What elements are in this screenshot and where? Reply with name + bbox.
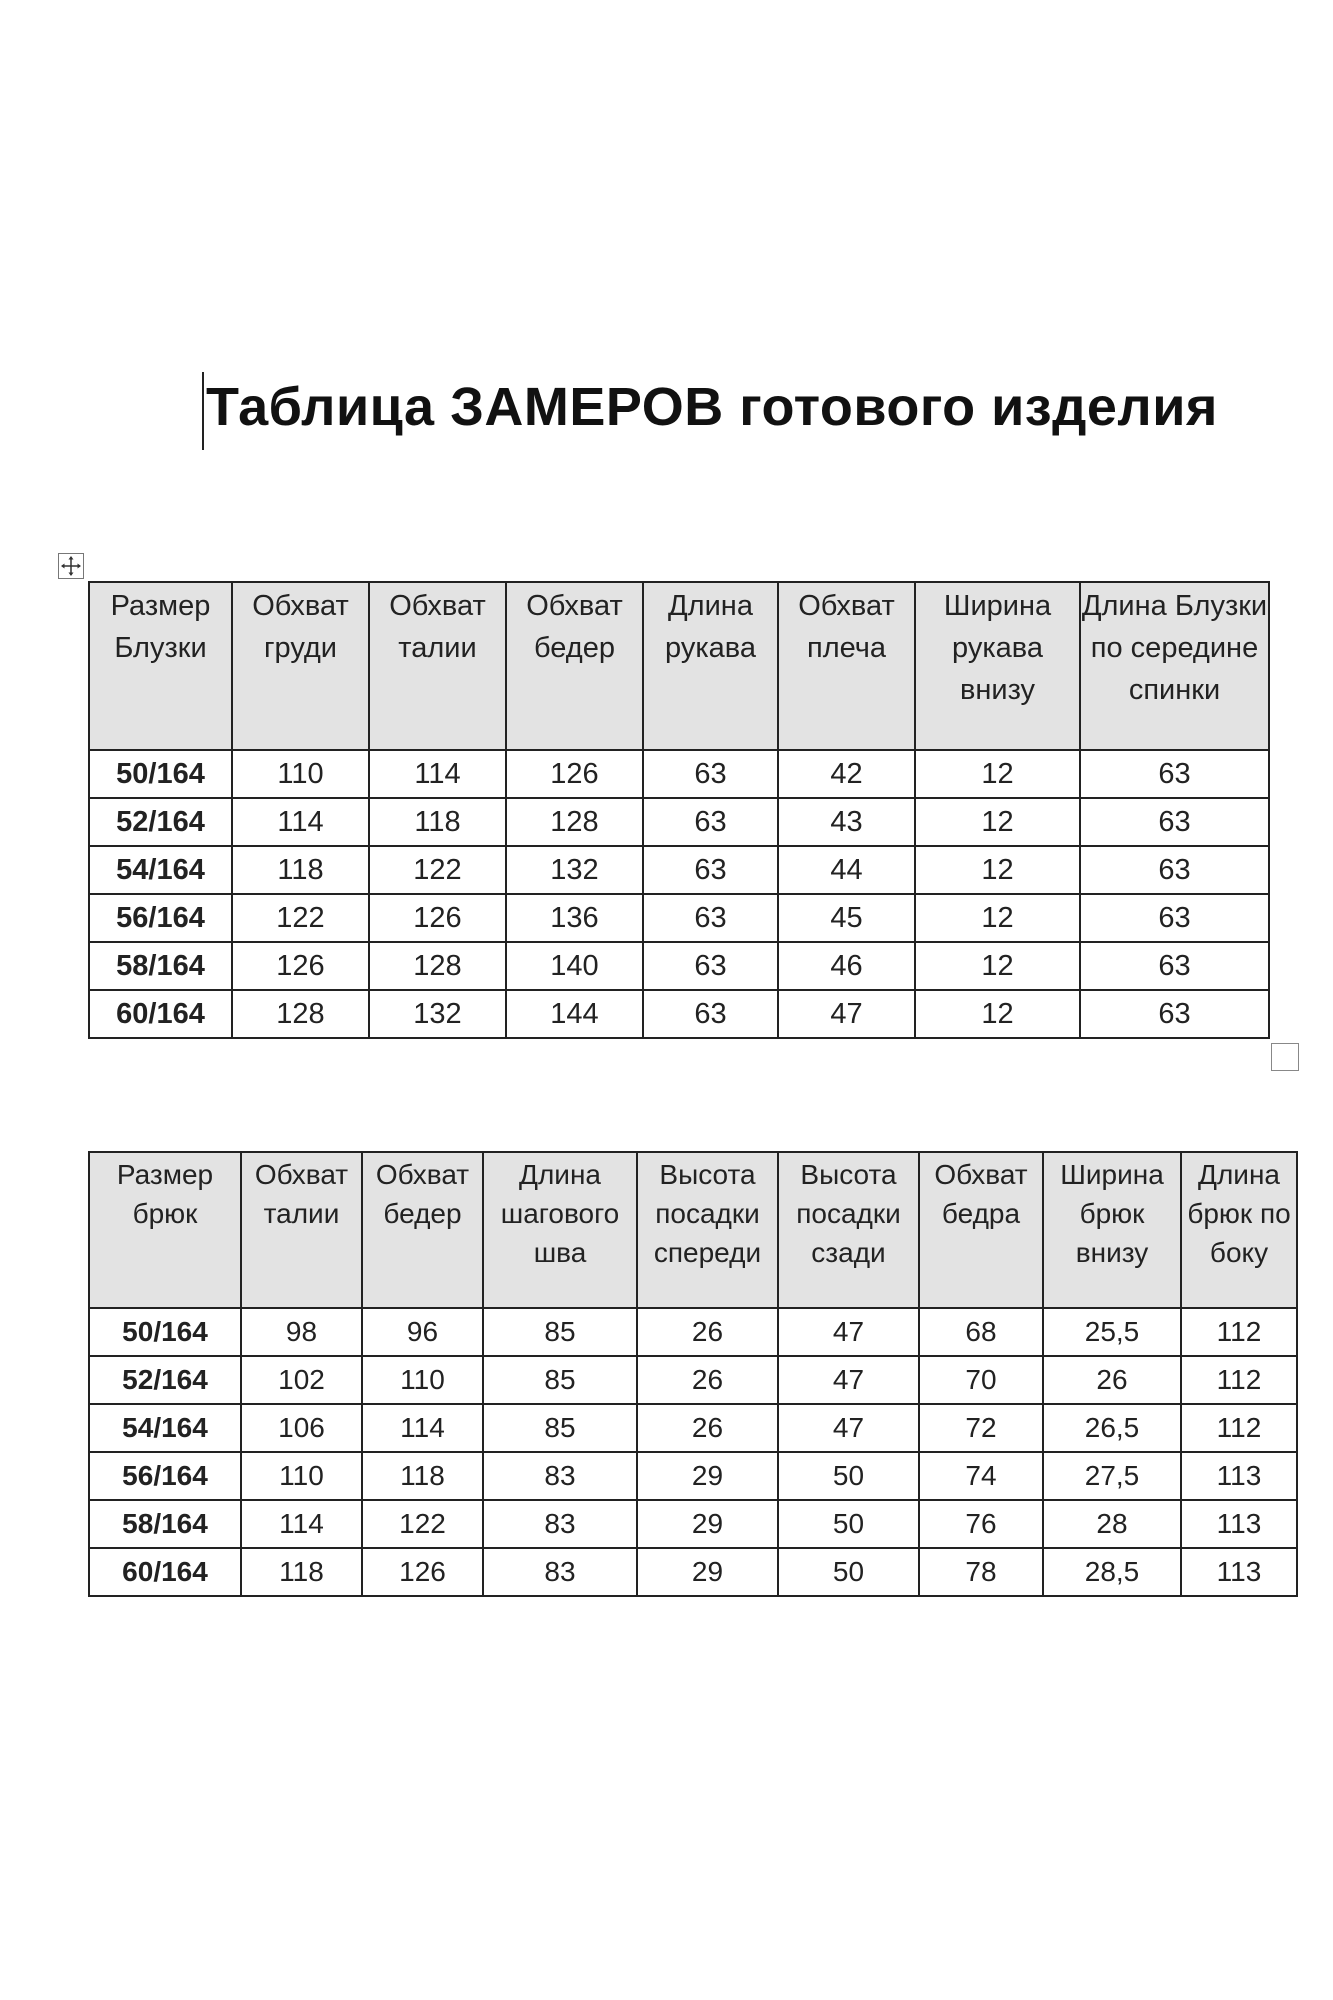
value-cell: 126 <box>362 1548 483 1596</box>
value-cell: 126 <box>232 942 369 990</box>
value-cell: 63 <box>643 990 778 1038</box>
value-cell: 114 <box>369 750 506 798</box>
header-thigh: Обхват бедра <box>919 1152 1043 1308</box>
value-cell: 85 <box>483 1308 637 1356</box>
size-cell: 58/164 <box>89 942 232 990</box>
table-row <box>89 798 1269 846</box>
table-move-icon[interactable] <box>58 553 84 579</box>
value-cell: 102 <box>241 1356 362 1404</box>
size-cell: 56/164 <box>89 894 232 942</box>
value-cell: 106 <box>241 1404 362 1452</box>
value-cell: 128 <box>506 798 643 846</box>
value-cell: 112 <box>1181 1404 1297 1452</box>
header-blouse-length: Длина Блузки по середине спинки <box>1080 582 1269 750</box>
header-shoulder: Обхват плеча <box>778 582 915 750</box>
header-chest: Обхват груди <box>232 582 369 750</box>
value-cell: 28 <box>1043 1500 1181 1548</box>
table-row <box>89 990 1269 1038</box>
value-cell: 42 <box>778 750 915 798</box>
value-cell: 43 <box>778 798 915 846</box>
value-cell: 118 <box>369 798 506 846</box>
value-cell: 27,5 <box>1043 1452 1181 1500</box>
size-cell: 52/164 <box>89 798 232 846</box>
value-cell: 26 <box>637 1308 778 1356</box>
value-cell: 76 <box>919 1500 1043 1548</box>
size-cell: 60/164 <box>89 990 232 1038</box>
value-cell: 128 <box>232 990 369 1038</box>
value-cell: 47 <box>778 990 915 1038</box>
size-cell: 60/164 <box>89 1548 241 1596</box>
size-cell: 56/164 <box>89 1452 241 1500</box>
value-cell: 110 <box>362 1356 483 1404</box>
header-hem-width: Ширина брюк внизу <box>1043 1152 1181 1308</box>
table-resize-icon[interactable] <box>1271 1043 1299 1071</box>
size-cell: 54/164 <box>89 846 232 894</box>
table-row <box>89 942 1269 990</box>
value-cell: 63 <box>643 846 778 894</box>
value-cell: 74 <box>919 1452 1043 1500</box>
value-cell: 85 <box>483 1404 637 1452</box>
value-cell: 114 <box>241 1500 362 1548</box>
value-cell: 63 <box>1080 798 1269 846</box>
table-row <box>89 846 1269 894</box>
header-side-length: Длина брюк по боку <box>1181 1152 1297 1308</box>
value-cell: 113 <box>1181 1500 1297 1548</box>
value-cell: 47 <box>778 1404 919 1452</box>
header-sleeve-length: Длина рукава <box>643 582 778 750</box>
value-cell: 128 <box>369 942 506 990</box>
value-cell: 29 <box>637 1548 778 1596</box>
header-size: Размер Блузки <box>89 582 232 750</box>
value-cell: 83 <box>483 1452 637 1500</box>
value-cell: 63 <box>1080 894 1269 942</box>
value-cell: 47 <box>778 1308 919 1356</box>
value-cell: 83 <box>483 1548 637 1596</box>
value-cell: 63 <box>1080 846 1269 894</box>
value-cell: 63 <box>643 894 778 942</box>
header-waist: Обхват талии <box>369 582 506 750</box>
value-cell: 83 <box>483 1500 637 1548</box>
value-cell: 63 <box>643 942 778 990</box>
value-cell: 70 <box>919 1356 1043 1404</box>
value-cell: 114 <box>232 798 369 846</box>
value-cell: 112 <box>1181 1356 1297 1404</box>
table-row <box>89 1356 1297 1404</box>
value-cell: 26 <box>1043 1356 1181 1404</box>
table-row <box>89 1500 1297 1548</box>
value-cell: 96 <box>362 1308 483 1356</box>
header-hips: Обхват бедер <box>362 1152 483 1308</box>
value-cell: 26,5 <box>1043 1404 1181 1452</box>
header-waist: Обхват талии <box>241 1152 362 1308</box>
table-header-row <box>89 1152 1297 1308</box>
header-inseam: Длина шагового шва <box>483 1152 637 1308</box>
value-cell: 132 <box>369 990 506 1038</box>
value-cell: 98 <box>241 1308 362 1356</box>
value-cell: 63 <box>1080 942 1269 990</box>
table-row <box>89 1308 1297 1356</box>
header-size: Размер брюк <box>89 1152 241 1308</box>
value-cell: 12 <box>915 846 1080 894</box>
value-cell: 85 <box>483 1356 637 1404</box>
size-cell: 54/164 <box>89 1404 241 1452</box>
header-back-rise: Высота посадки сзади <box>778 1152 919 1308</box>
value-cell: 12 <box>915 798 1080 846</box>
value-cell: 12 <box>915 750 1080 798</box>
size-cell: 50/164 <box>89 750 232 798</box>
value-cell: 113 <box>1181 1452 1297 1500</box>
value-cell: 110 <box>232 750 369 798</box>
value-cell: 12 <box>915 894 1080 942</box>
value-cell: 50 <box>778 1500 919 1548</box>
value-cell: 118 <box>362 1452 483 1500</box>
blouse-measurements-table <box>88 581 1270 1039</box>
value-cell: 144 <box>506 990 643 1038</box>
value-cell: 122 <box>232 894 369 942</box>
value-cell: 140 <box>506 942 643 990</box>
value-cell: 26 <box>637 1404 778 1452</box>
size-cell: 58/164 <box>89 1500 241 1548</box>
value-cell: 47 <box>778 1356 919 1404</box>
value-cell: 50 <box>778 1548 919 1596</box>
value-cell: 26 <box>637 1356 778 1404</box>
table-row <box>89 1548 1297 1596</box>
header-front-rise: Высота посадки спереди <box>637 1152 778 1308</box>
value-cell: 12 <box>915 990 1080 1038</box>
value-cell: 122 <box>362 1500 483 1548</box>
value-cell: 113 <box>1181 1548 1297 1596</box>
value-cell: 63 <box>1080 990 1269 1038</box>
value-cell: 126 <box>506 750 643 798</box>
page-title: Таблица ЗАМЕРОВ готового изделия <box>206 377 1218 437</box>
value-cell: 63 <box>643 798 778 846</box>
value-cell: 132 <box>506 846 643 894</box>
header-sleeve-width: Ширина рукава внизу <box>915 582 1080 750</box>
value-cell: 126 <box>369 894 506 942</box>
value-cell: 25,5 <box>1043 1308 1181 1356</box>
table-header-row <box>89 582 1269 750</box>
size-cell: 50/164 <box>89 1308 241 1356</box>
value-cell: 118 <box>232 846 369 894</box>
table-row <box>89 894 1269 942</box>
value-cell: 29 <box>637 1452 778 1500</box>
pants-measurements-table <box>88 1151 1298 1597</box>
value-cell: 29 <box>637 1500 778 1548</box>
value-cell: 12 <box>915 942 1080 990</box>
value-cell: 46 <box>778 942 915 990</box>
value-cell: 122 <box>369 846 506 894</box>
size-cell: 52/164 <box>89 1356 241 1404</box>
value-cell: 28,5 <box>1043 1548 1181 1596</box>
text-cursor <box>202 372 204 450</box>
value-cell: 50 <box>778 1452 919 1500</box>
table-row <box>89 750 1269 798</box>
value-cell: 136 <box>506 894 643 942</box>
value-cell: 114 <box>362 1404 483 1452</box>
value-cell: 110 <box>241 1452 362 1500</box>
value-cell: 63 <box>1080 750 1269 798</box>
value-cell: 112 <box>1181 1308 1297 1356</box>
value-cell: 72 <box>919 1404 1043 1452</box>
header-hips: Обхват бедер <box>506 582 643 750</box>
value-cell: 45 <box>778 894 915 942</box>
value-cell: 63 <box>643 750 778 798</box>
table-row <box>89 1452 1297 1500</box>
table-row <box>89 1404 1297 1452</box>
value-cell: 68 <box>919 1308 1043 1356</box>
value-cell: 44 <box>778 846 915 894</box>
value-cell: 118 <box>241 1548 362 1596</box>
value-cell: 78 <box>919 1548 1043 1596</box>
